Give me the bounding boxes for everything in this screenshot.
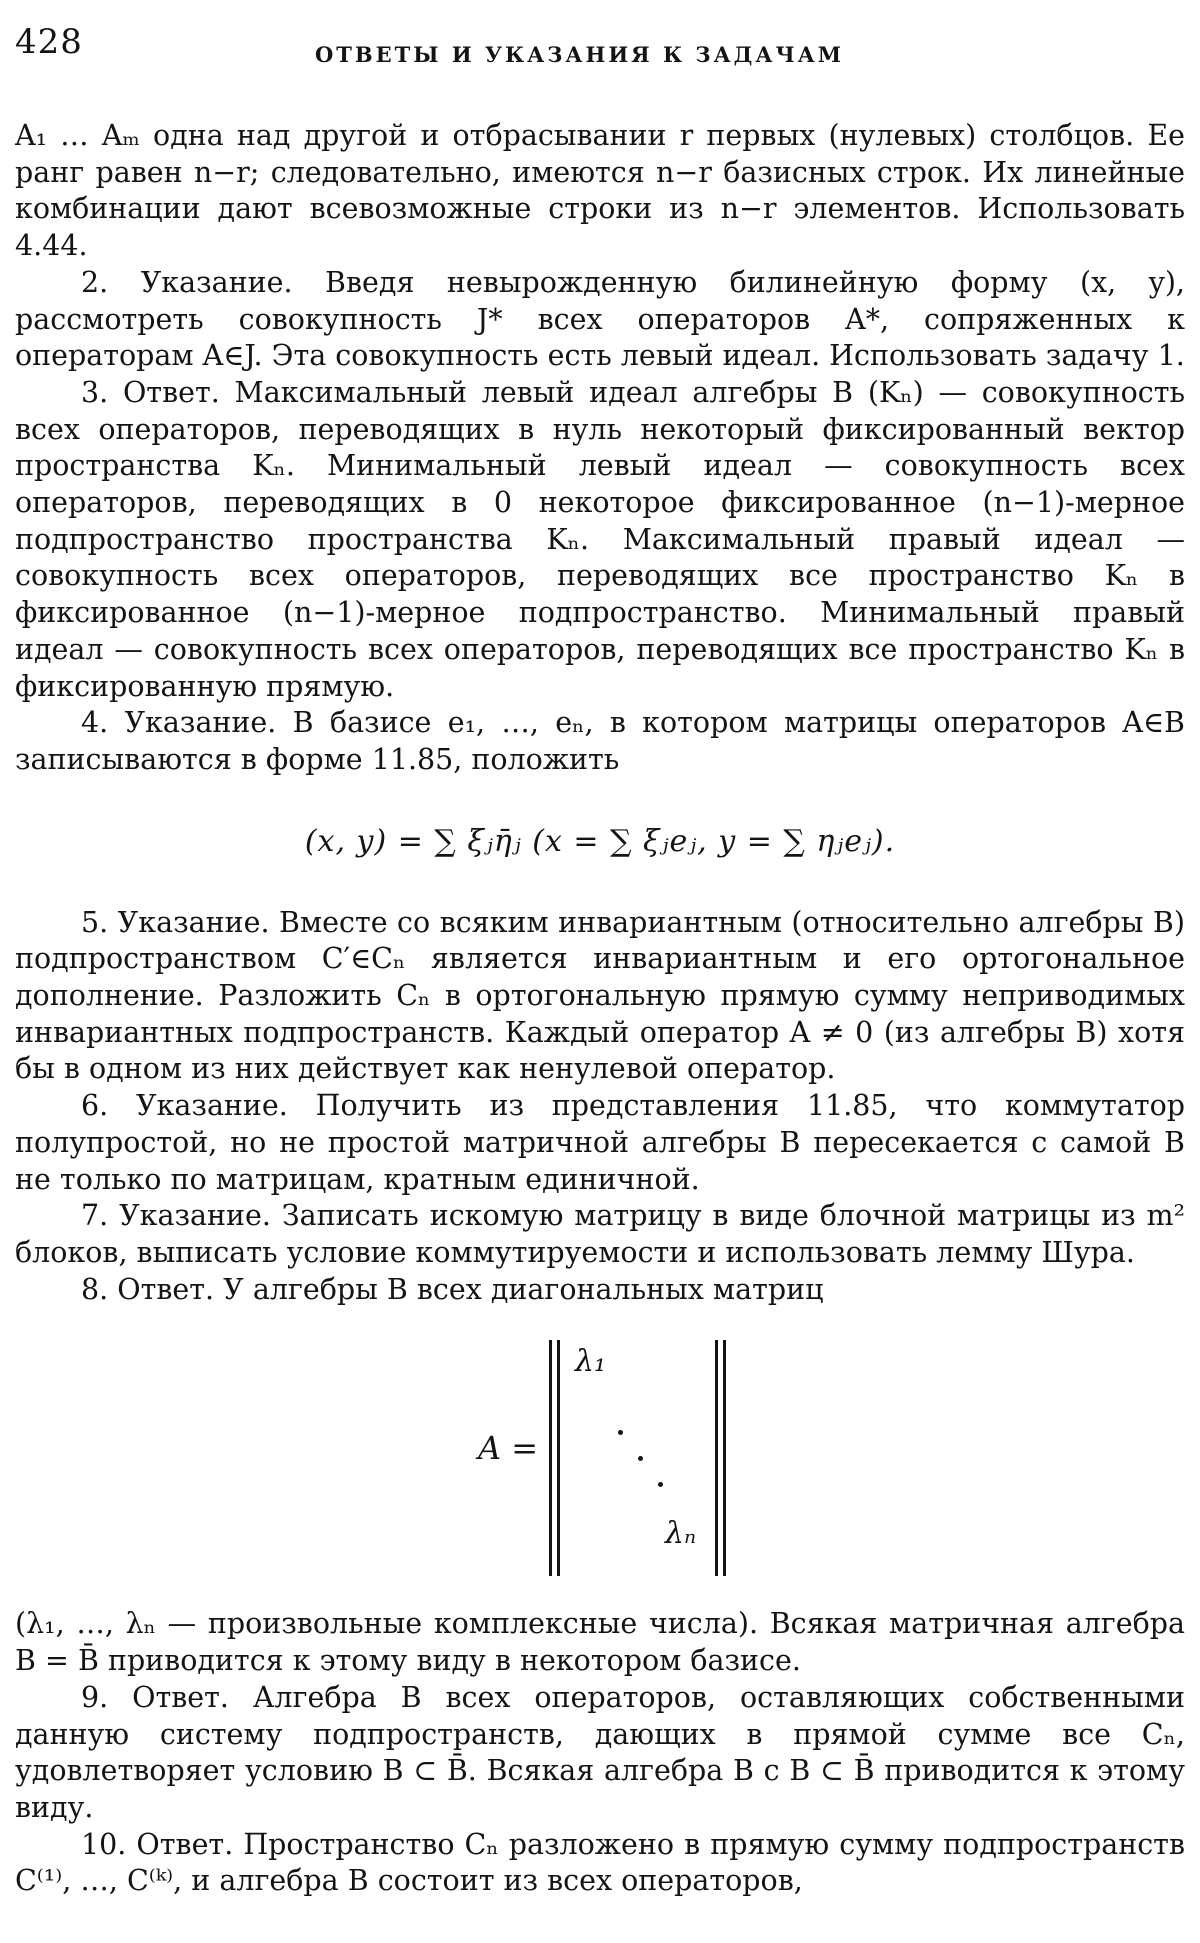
matrix-right-bar xyxy=(723,1340,726,1576)
page-body xyxy=(15,118,1185,1900)
matrix-dot xyxy=(618,1430,623,1435)
diagonal-matrix xyxy=(15,1328,1185,1590)
answer-5: 5. Указание. Вместе со всяким инвариантным (относительно алгебры B) подпространством C′∈Cₙ является инвариантным и его ортогональное дополнение. Разложить Cₙ в ортогональную прямую сумму неприводимых инвариантных подпространств. Каждый оператор A ≠ 0 (из алгебры B) хотя бы в одном из них действует как ненулевой оператор. xyxy=(15,905,1185,1086)
answer-9: 9. Ответ. Алгебра B всех операторов, оставляющих собственными данную систему подпространств, дающих в прямой сумме все Cₙ, удовлетворяет условию B ⊂ B̄. Всякая алгебра B с B ⊂ B̄ приводится к этому виду. xyxy=(15,1680,1185,1824)
answer-8: 8. Ответ. У алгебры B всех диагональных матриц xyxy=(81,1272,824,1306)
matrix-left-bar xyxy=(557,1340,560,1576)
matrix-right-bar xyxy=(715,1340,718,1576)
matrix-entry-bottom: λₙ xyxy=(665,1516,697,1552)
page-number: 428 xyxy=(15,22,83,62)
running-head: ОТВЕТЫ И УКАЗАНИЯ К ЗАДАЧАМ xyxy=(315,42,844,67)
page-header xyxy=(15,22,1185,72)
answer-3: 3. Ответ. Максимальный левый идеал алгебры B (Kₙ) — совокупность всех операторов, переводящих в нуль некоторый фиксированный вектор пространства Kₙ. Минимальный левый идеал — совокупность всех операторов, переводящих в 0 некоторое фиксированное (n−1)-мерное подпространство пространства Kₙ. Максимальный правый идеал — совокупность всех операторов, переводящих все пространство Kₙ в фиксированное (n−1)-мерное подпространство. Минимальный правый идеал — совокупность всех операторов, переводящих все пространство Kₙ в фиксированную прямую. xyxy=(15,375,1185,703)
document-page xyxy=(15,0,1185,1943)
answer-4: 4. Указание. В базисе e₁, …, eₙ, в котором матрицы операторов A∈B записываются в форме 11.85, положить xyxy=(15,706,1185,776)
matrix-left-bar xyxy=(549,1340,552,1576)
answer-7: 7. Указание. Записать искомую матрицу в виде блочной матрицы из m² блоков, выписать условие коммутируемости и использовать лемму Шура. xyxy=(15,1199,1185,1269)
paragraph-continuation: A₁ … Aₘ одна над другой и отбрасывании r первых (нулевых) столбцов. Ее ранг равен n−r; следовательно, имеются n−r базисных строк. Их линейные комбинации дают всевозможные строки из n−r элементов. Использовать 4.44. xyxy=(15,119,1185,263)
paragraph-after-matrix: (λ₁, …, λₙ — произвольные комплексные числа). Всякая матричная алгебра B = B̄ приводится к этому виду в некотором базисе. xyxy=(15,1607,1185,1678)
matrix-label: A = xyxy=(478,1429,539,1468)
answer-2: 2. Указание. Введя невырожденную билинейную форму (x, y), рассмотреть совокупность J* всех операторов A*, сопряженных к операторам A∈J. Эта совокупность есть левый идеал. Использовать задачу 1. xyxy=(15,265,1185,373)
matrix-entry-top: λ₁ xyxy=(575,1344,607,1380)
answer-6: 6. Указание. Получить из представления 11.85, что коммутатор полупростой, но не простой матричной алгебры B пересекается с самой B не только по матрицам, кратным единичной. xyxy=(15,1089,1185,1196)
matrix-dot xyxy=(658,1482,663,1487)
matrix-dot xyxy=(638,1456,643,1461)
formula-inner-product: (x, y) = ∑ ξⱼη̄ⱼ (x = ∑ ξⱼeⱼ, y = ∑ ηⱼeⱼ). xyxy=(304,823,896,859)
answer-10: 10. Ответ. Пространство Cₙ разложено в прямую сумму подпространств C⁽¹⁾, …, C⁽ᵏ⁾, и алгебра B состоит из всех операторов, xyxy=(15,1827,1185,1898)
